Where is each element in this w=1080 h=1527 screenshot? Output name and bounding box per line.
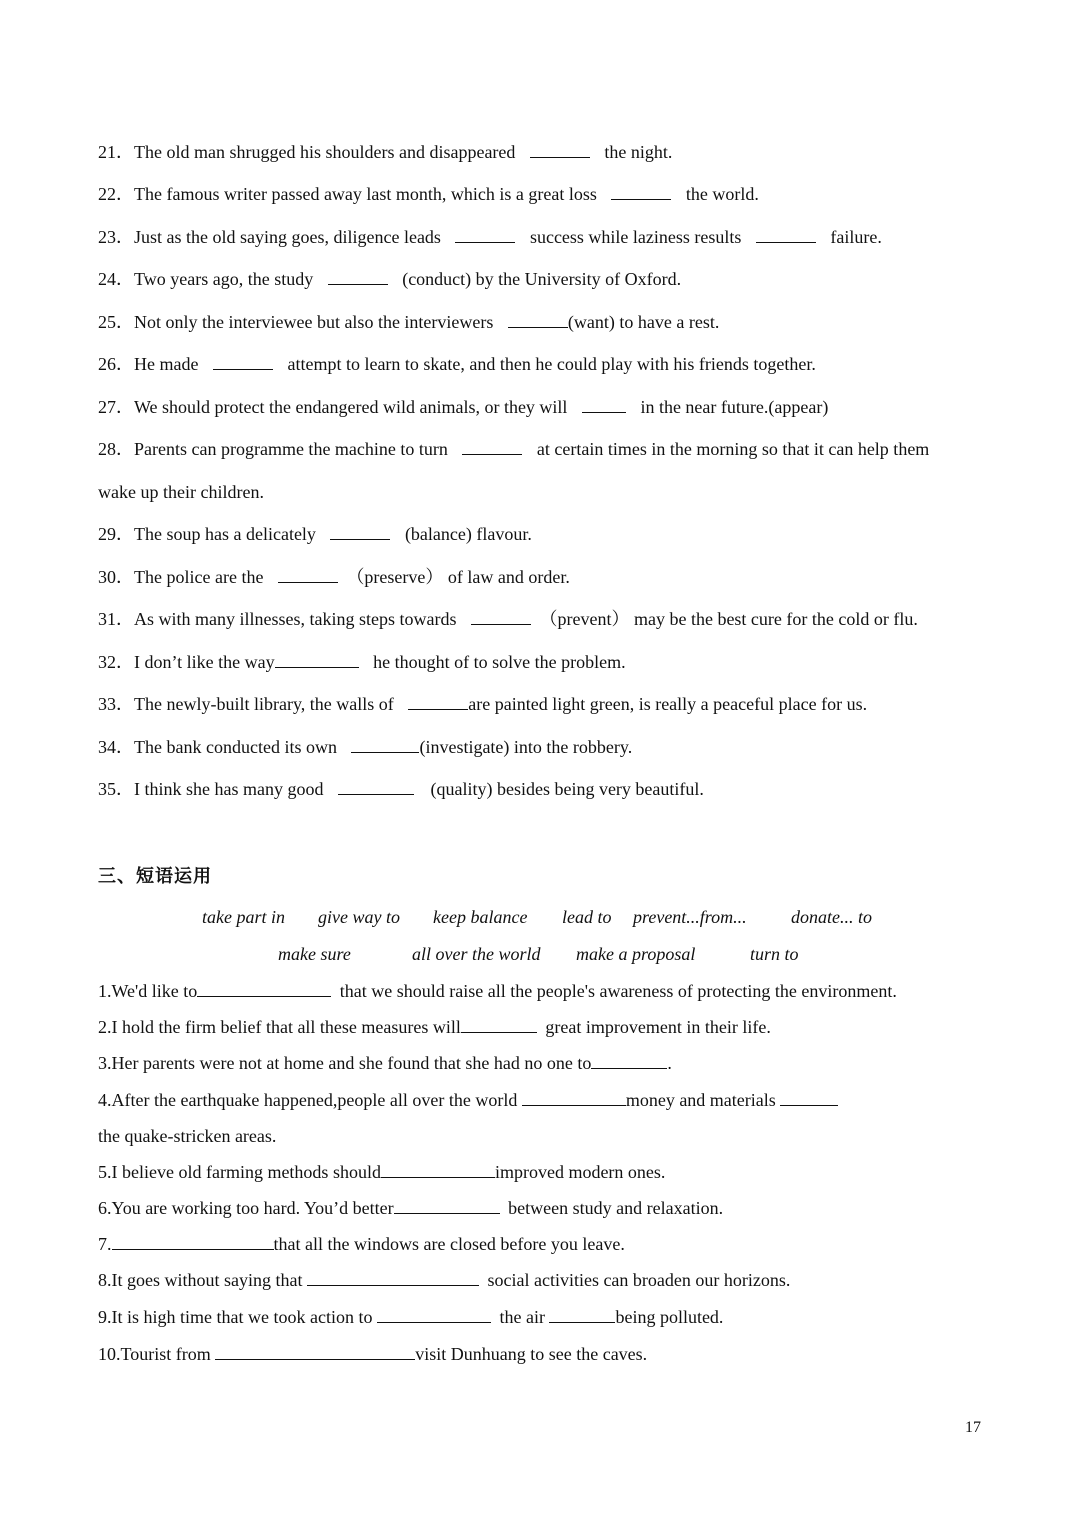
answer-blank[interactable] <box>328 268 388 285</box>
answer-blank[interactable] <box>330 523 390 540</box>
answer-blank[interactable] <box>275 651 359 668</box>
answer-blank[interactable] <box>471 608 531 625</box>
phrase-option: make a proposal <box>576 944 696 964</box>
answer-blank[interactable] <box>381 1161 495 1178</box>
question-22: 22．The famous writer passed away last month, which is a great loss the world. <box>98 184 759 204</box>
answer-blank[interactable] <box>338 778 414 795</box>
answer-blank[interactable] <box>112 1233 274 1250</box>
question-25: 25．Not only the interviewee but also the interviewers (want) to have a rest. <box>98 312 720 332</box>
answer-blank[interactable] <box>780 1089 838 1106</box>
answer-blank[interactable] <box>377 1306 491 1323</box>
question-28: 28．Parents can programme the machine to turn at certain times in the morning so that it can help them <box>98 439 930 459</box>
answer-blank[interactable] <box>530 141 590 158</box>
answer-blank[interactable] <box>408 693 468 710</box>
question-34: 34．The bank conducted its own (investigate) into the robbery. <box>98 737 633 757</box>
phrase-question-5: 5.I believe old farming methods should improved modern ones. <box>98 1162 666 1182</box>
phrase-question-4-continued: the quake-stricken areas. <box>98 1126 277 1146</box>
phrase-question-6: 6.You are working too hard. You’d better between study and relaxation. <box>98 1198 724 1218</box>
phrase-option: turn to <box>750 944 799 964</box>
question-23: 23．Just as the old saying goes, diligence leads success while laziness results failure. <box>98 227 882 247</box>
phrase-question-9: 9.It is high time that we took action to the air being polluted. <box>98 1307 724 1327</box>
phrase-question-3: 3.Her parents were not at home and she found that she had no one to . <box>98 1053 672 1073</box>
phrase-question-10: 10.Tourist from visit Dunhuang to see the caves. <box>98 1344 648 1364</box>
phrase-option: donate... to <box>791 907 872 927</box>
answer-blank[interactable] <box>351 736 419 753</box>
answer-blank[interactable] <box>582 396 626 413</box>
answer-blank[interactable] <box>508 311 568 328</box>
answer-blank[interactable] <box>213 353 273 370</box>
question-21: 21．The old man shrugged his shoulders and disappeared the night. <box>98 142 673 162</box>
phrase-option: keep balance <box>433 907 528 927</box>
answer-blank[interactable] <box>462 438 522 455</box>
answer-blank[interactable] <box>455 226 515 243</box>
question-27: 27．We should protect the endangered wild animals, or they will in the near future.(appear) <box>98 397 829 417</box>
question-35: 35．I think she has many good (quality) besides being very beautiful. <box>98 779 704 799</box>
phrase-option: give way to <box>318 907 400 927</box>
question-26: 26．He made attempt to learn to skate, and then he could play with his friends together. <box>98 354 816 374</box>
answer-blank[interactable] <box>278 566 338 583</box>
phrase-option: prevent...from... <box>633 907 747 927</box>
section-title: 三、短语运用 <box>98 866 212 887</box>
phrase-question-7: 7. that all the windows are closed before you leave. <box>98 1234 625 1254</box>
answer-blank[interactable] <box>591 1052 667 1069</box>
answer-blank[interactable] <box>611 183 671 200</box>
page-number: 17 <box>965 1419 981 1436</box>
question-29: 29．The soup has a delicately (balance) flavour. <box>98 524 532 544</box>
phrase-question-8: 8.It goes without saying that social activities can broaden our horizons. <box>98 1270 791 1290</box>
phrase-question-1: 1.We'd like to that we should raise all the people's awareness of protecting the environment. <box>98 981 897 1001</box>
answer-blank[interactable] <box>394 1197 500 1214</box>
phrase-question-4: 4.After the earthquake happened,people all over the world money and materials <box>98 1089 838 1111</box>
phrase-option: lead to <box>562 907 612 927</box>
phrase-option: make sure <box>278 944 351 964</box>
answer-blank[interactable] <box>461 1016 537 1033</box>
question-30: 30．The police are the （preserve） of law and order. <box>98 567 570 587</box>
phrase-option: take part in <box>202 907 285 927</box>
question-24: 24．Two years ago, the study (conduct) by the University of Oxford. <box>98 269 682 289</box>
question-31: 31．As with many illnesses, taking steps towards （prevent） may be the best cure for the cold or flu. <box>98 609 918 629</box>
answer-blank[interactable] <box>756 226 816 243</box>
question-33: 33．The newly-built library, the walls of are painted light green, is really a peaceful place for us. <box>98 694 868 714</box>
answer-blank[interactable] <box>215 1343 415 1360</box>
phrase-question-2: 2.I hold the firm belief that all these measures will great improvement in their life. <box>98 1017 771 1037</box>
phrase-option: all over the world <box>412 944 541 964</box>
answer-blank[interactable] <box>197 980 331 997</box>
answer-blank[interactable] <box>522 1089 626 1106</box>
answer-blank[interactable] <box>549 1306 615 1323</box>
answer-blank[interactable] <box>307 1269 479 1286</box>
question-32: 32．I don’t like the way he thought of to solve the problem. <box>98 652 626 672</box>
question-28-continued: wake up their children. <box>98 482 264 502</box>
